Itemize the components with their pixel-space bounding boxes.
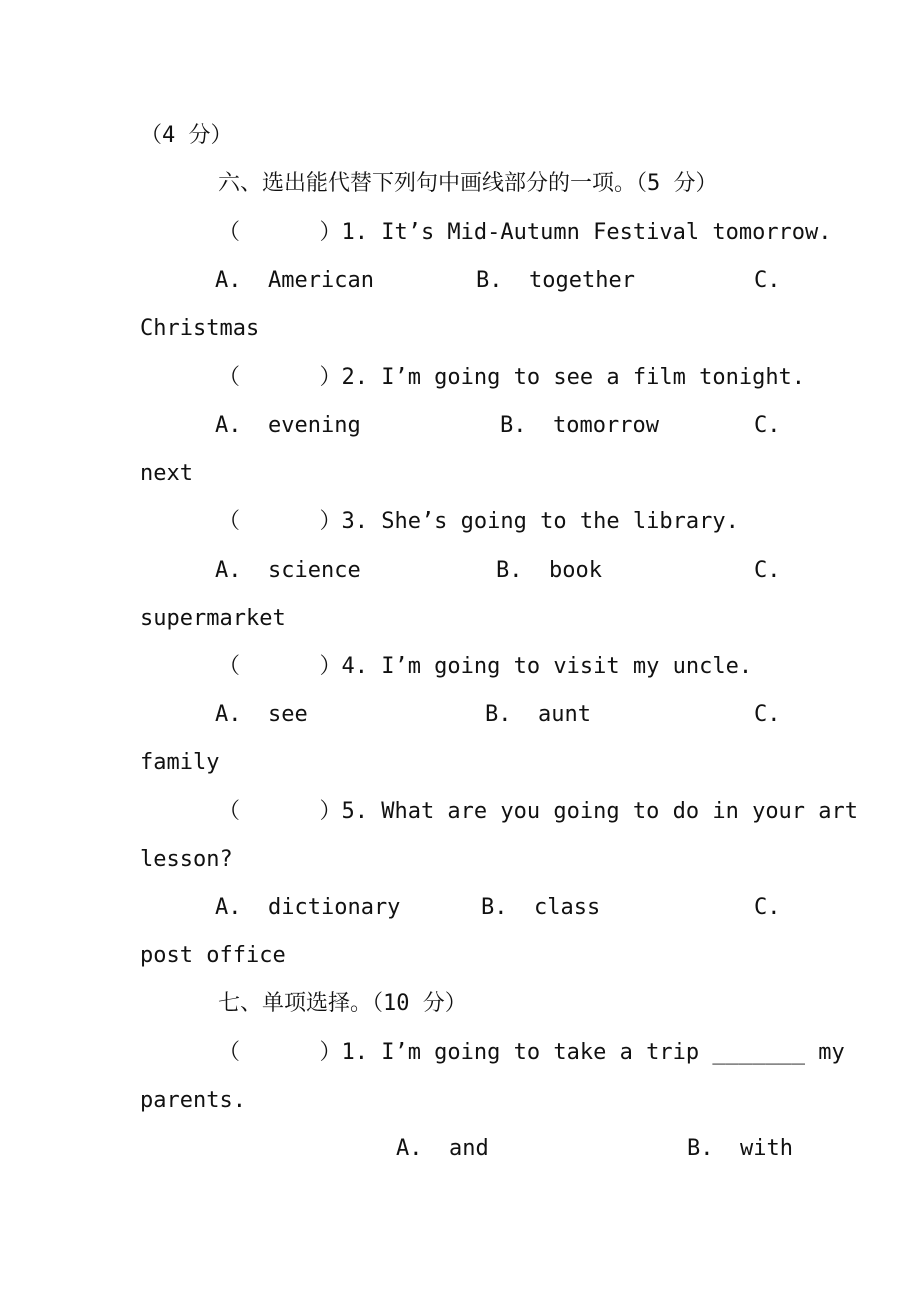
option-c-letter: C. — [754, 702, 781, 727]
option-a: A. dictionary — [215, 895, 401, 920]
option-c-text: Christmas — [140, 316, 260, 341]
question-prompt: （ ）1. I’m going to take a trip _______ my — [218, 1040, 845, 1065]
option-c-letter: C. — [754, 268, 781, 293]
option-b: B. together — [476, 268, 635, 293]
section-score-tail: （4 分） — [140, 123, 233, 148]
question-prompt: （ ）5. What are you going to do in your art — [218, 799, 859, 824]
question-prompt-continuation: parents. — [140, 1088, 246, 1113]
option-b: B. tomorrow — [500, 413, 659, 438]
option-a: A. see — [215, 702, 308, 727]
question-prompt-continuation: lesson? — [140, 847, 233, 872]
option-c-text: post office — [140, 943, 286, 968]
question-prompt: （ ）2. I’m going to see a film tonight. — [218, 365, 806, 390]
option-a: A. science — [215, 558, 361, 583]
question-prompt: （ ）1. It’s Mid-Autumn Festival tomorrow. — [218, 220, 832, 245]
option-b: B. with — [687, 1136, 793, 1161]
option-b: B. book — [496, 558, 602, 583]
option-c-letter: C. — [754, 895, 781, 920]
option-c-letter: C. — [754, 558, 781, 583]
option-b: B. aunt — [485, 702, 591, 727]
option-c-text: next — [140, 461, 193, 486]
option-a: A. American — [215, 268, 374, 293]
option-a: A. evening — [215, 413, 361, 438]
option-a: A. and — [396, 1136, 489, 1161]
section-6-heading: 六、选出能代替下列句中画线部分的一项。（5 分） — [218, 171, 718, 196]
option-c-text: family — [140, 750, 220, 775]
section-7-heading: 七、单项选择。（10 分） — [218, 991, 467, 1016]
option-c-letter: C. — [754, 413, 781, 438]
option-b: B. class — [481, 895, 601, 920]
question-prompt: （ ）3. She’s going to the library. — [218, 509, 739, 534]
question-prompt: （ ）4. I’m going to visit my uncle. — [218, 654, 753, 679]
option-c-text: supermarket — [140, 606, 286, 631]
